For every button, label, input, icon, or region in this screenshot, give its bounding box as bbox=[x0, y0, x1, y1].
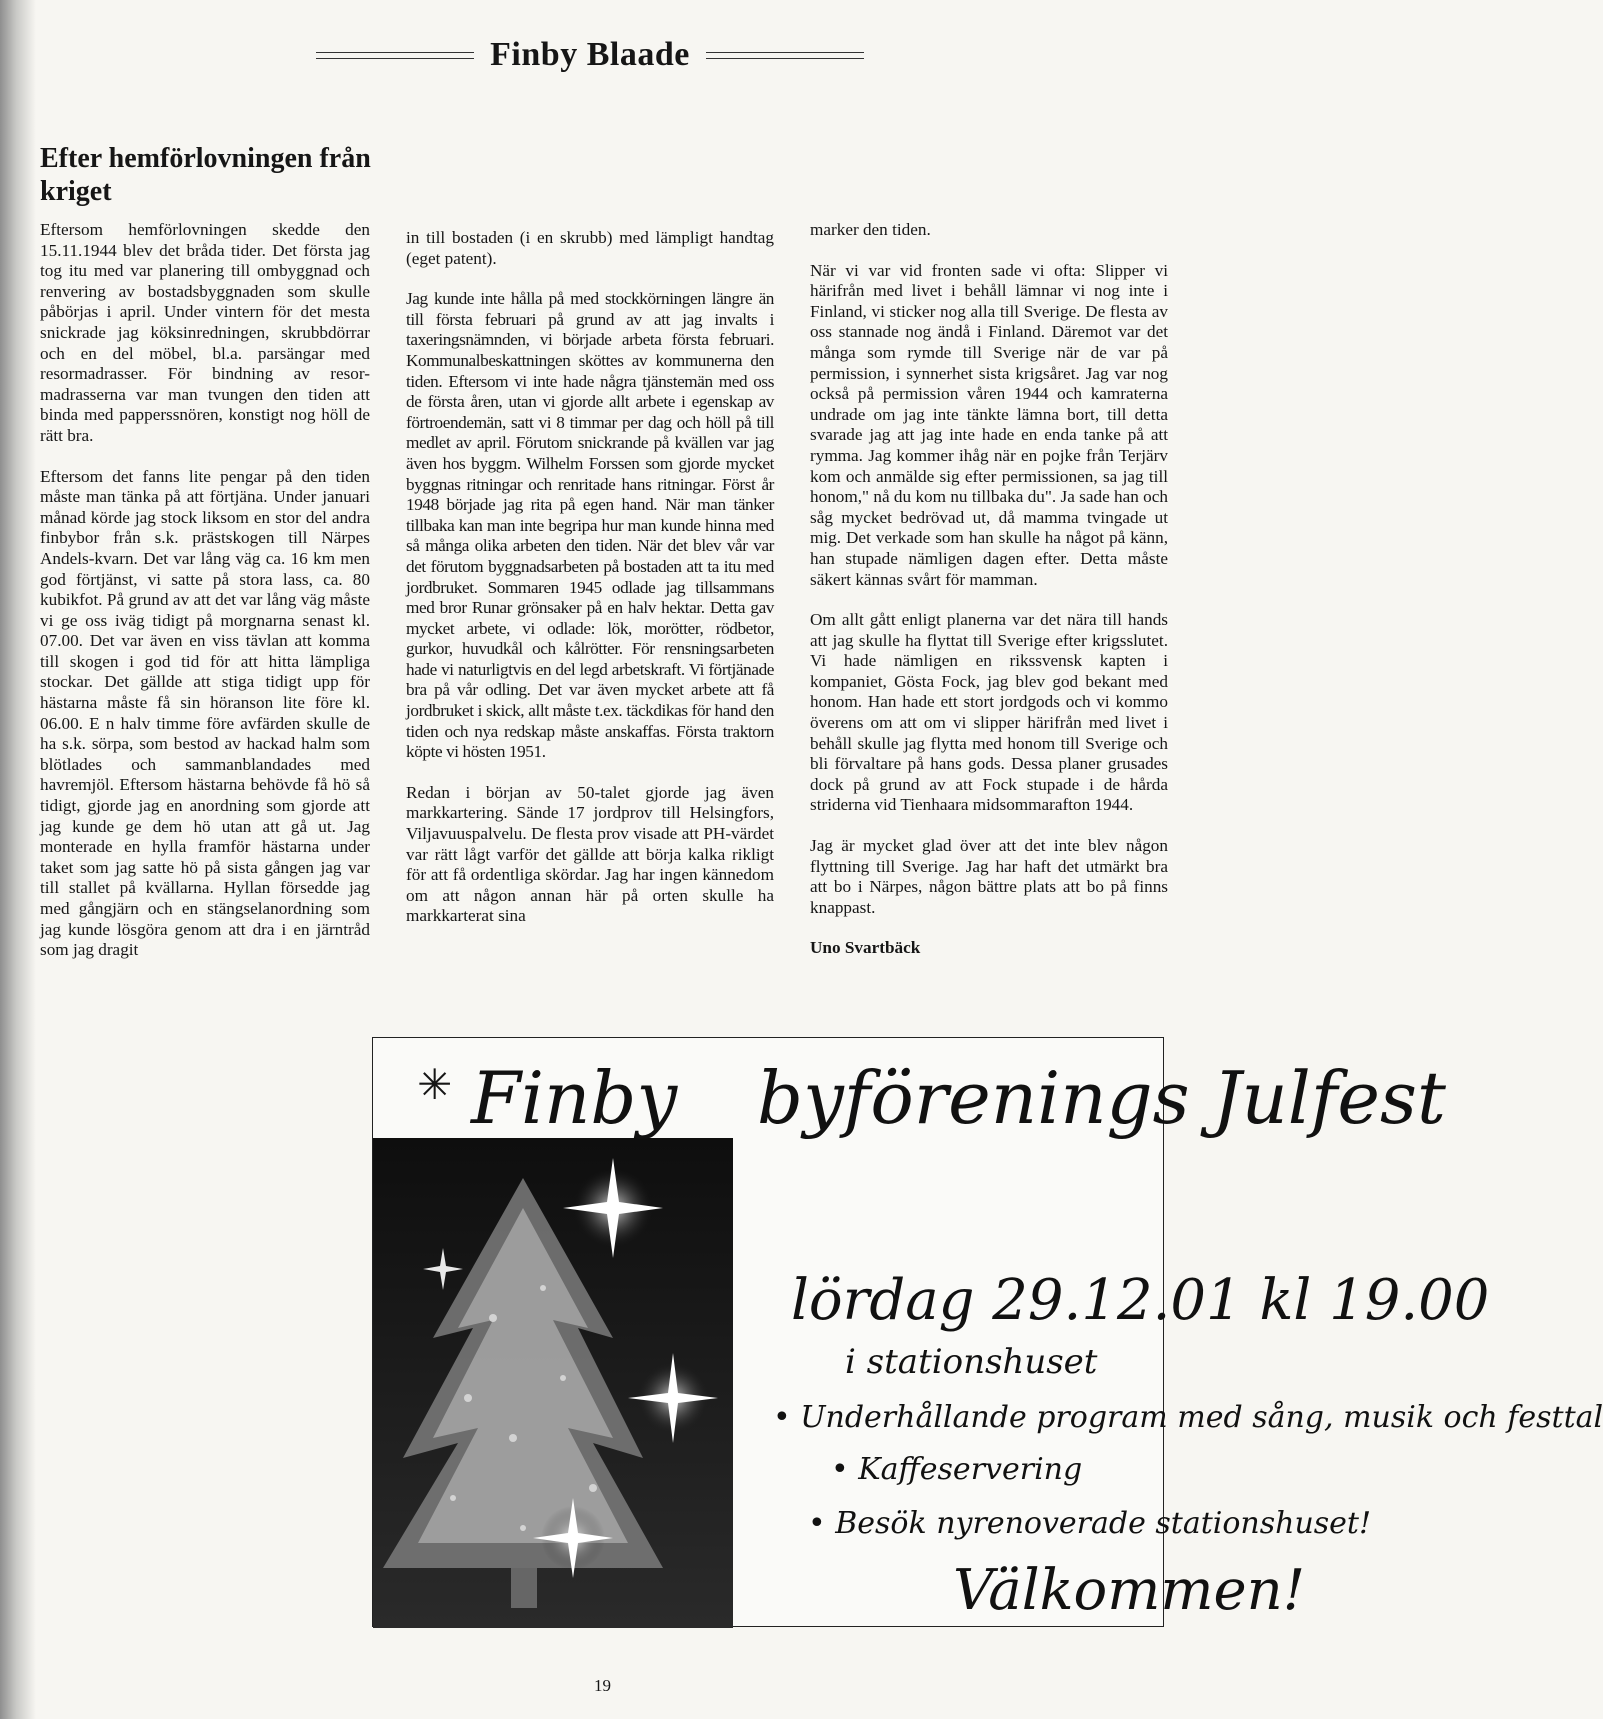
article-paragraph: Eftersom hemförlovningen skedde den 15.11.1944 blev det bråda tider. Det första jag tog itu med var planering till ombyggnad och renvering av bostadsbyggnaden som skulle påbörjas i april. Under vintern för det mesta snickrade jag köksinredningen, skrubbdörrar och en del möbel, bl.a. parsängar med resormadrasser. För bindning av resor-madrasserna var man tvungen den tiden att binda med papperssnören, konstigt nog höll de rätt bra. bbox=[40, 220, 370, 445]
event-program-bullet: • Underhållande program med sång, musik och festtal bbox=[773, 1400, 1603, 1435]
welcome-text: Välkommen! bbox=[953, 1558, 1306, 1623]
article-paragraph: Jag är mycket glad över att det inte blev någon flyttning till Sverige. Jag har haft det utmärkt bra att bo i Närpes, någon bättre plats att bo på finns knappast. bbox=[810, 836, 1168, 917]
article-paragraph: Jag kunde inte hålla på med stockkörningen längre än till första februari på grund av att jag invalts i taxeringsnämnden, vi började arbeta första februari. Kommunalbeskattningen sköttes av kommunerna den tiden. Eftersom vi inte hade några tjänstemän med oss de första åren, utan vi gjorde allt arbete i egenskap av förtroendemän, satt vi 8 timmar per dag och höll på till medlet av april. Förutom snickrande på kvällen var jag även hos byggm. Wilhelm Forssen som gjorde mycket byggnas ritningar och renritade hans ritningar. Först år 1948 började jag rita på egen hand. När man tänker tillbaka kan man inte begripa hur man kunde hinna med så många olika arbeten den tiden. När det blev vår var det förutom byggnadsarbeten på bostaden att ta itu med jordbruket. Sommaren 1945 odlade jag tillsammans med bror Runar grönsaker på en halv hektar. Detta gav mycket arbete, vi odlade: lök, morötter, rödbetor, gurkor, huvudkål och kålrötter. För rensningsarbeten hade vi naturligtvis en del legd arbetskraft. Vi förtjänade bra på vår odling. Det var även mycket arbete att få jordbruket i skick, allt måste t.ex. täckdikas för hand den tiden och nya redskap måste anskaffas. Första traktorn köpte vi hösten 1951. bbox=[406, 289, 774, 762]
ad-title-julfest: byförenings Julfest bbox=[757, 1056, 1446, 1140]
page-binding-shadow bbox=[0, 0, 36, 1719]
article-column-1 bbox=[40, 220, 370, 981]
newsletter-title: Finby Blaade bbox=[490, 36, 690, 73]
event-date-time: lördag 29.12.01 kl 19.00 bbox=[791, 1268, 1490, 1333]
ad-title-finby: Finby bbox=[471, 1056, 678, 1140]
event-location: i stationshuset bbox=[845, 1342, 1098, 1382]
event-visit-bullet: • Besök nyrenoverade stationshuset! bbox=[808, 1506, 1372, 1541]
article-column-2 bbox=[406, 228, 774, 947]
asterisk-star-icon: ✳ bbox=[417, 1060, 453, 1109]
article-paragraph: Om allt gått enligt planerna var det nära till hands att jag skulle ha flyttat till Sverige efter krigsslutet. Vi hade nämligen en rikssvensk kapten i kompaniet, Gösta Fock, jag blev god bekant med honom. Han hade ett stort jordgods och vi kommo överens om att om vi slipper härifrån med livet i behåll skulle jag flytta med honom till Sverige och bli förvaltare på hans gods. Dessa planer grusades dock på grund av att Fock stupade i de hårda striderna vid Tienhaara midsommarafton 1944. bbox=[810, 610, 1168, 815]
article-paragraph: Eftersom det fanns lite pengar på den tiden måste man tänka på att förtjäna. Under januari månad körde jag stock liksom en stor del andra finbybor från s.k. prästskogen till Närpes Andels-kvarn. Det var lång väg ca. 16 km men god förtjänst, vi satte på stora lass, ca. 80 kubikfot. På grund av att det var lång väg måste vi ge oss iväg tidigt på morgnarna senast kl. 07.00. Det var även en viss tävlan att komma till skogen i god tid för att hitta lämpliga stockar. Det gällde att stiga tidigt upp för hästarna måste få sin höranson lite före kl. 06.00. E n halv timme före avfärden skulle de ha s.k. sörpa, som bestod av hackad halm som blötlades och sammanblandades med havremjöl. Eftersom hästarna behövde få hö så tidigt, gjorde jag en anordning som gjorde att jag kunde ge dem hö utan att gå ut. Jag monterade en hylla framför hästarna under taket som jag satte hö på sista gången jag var till stallet på kvällarna. Hyllan försedde jag med gångjärn och en stängselanordning som jag kunde lösgöra genom att dra i en järntråd som jag dragit bbox=[40, 466, 370, 960]
page-number: 19 bbox=[594, 1676, 611, 1695]
article-column-3 bbox=[810, 220, 1168, 959]
article-paragraph: När vi var vid fronten sade vi ofta: Slipper vi härifrån med livet i behåll lämnar vi nog inte i Finland, vi sticker nog alla till Sverige. De flesta av oss stannade nog ändå i Finland. Däremot var det många som rymde till Sverige när de var på permission, i synnerhet sista krigsåret. Jag var nog också på permission våren 1944 och kamraterna undrade om jag inte tänkte lämna bort, till detta svarade jag att jag inte hade en enda tanke på att rymma. Jag kommer ihåg när en pojke från Terjärv kom och anmälde sig efter permissionen, sa jag till honom," nå du kom nu tillbaka du". Ja sade han och såg mycket bedrövad ut, då mamma tvingade ut mig. Det verkade som han skulle ha något på känn, han stupade nämligen dagen efter. Detta måste säkert kännas svårt för mamman. bbox=[810, 260, 1168, 589]
article-paragraph: in till bostaden (i en skrubb) med lämpligt handtag (eget patent). bbox=[406, 228, 774, 268]
masthead-rule-left bbox=[316, 52, 474, 59]
julfest-advertisement bbox=[372, 1037, 1603, 1627]
event-coffee-bullet: • Kaffeservering bbox=[831, 1452, 1083, 1487]
author-signature: Uno Svartbäck bbox=[810, 938, 921, 958]
article-title: Efter hemförlovningen från kriget bbox=[40, 143, 371, 207]
article-paragraph: marker den tiden. bbox=[810, 220, 931, 239]
article-paragraph: Redan i början av 50-talet gjorde jag även markkartering. Sände 17 jordprov till Helsingfors, Viljavuuspalvelu. De flesta prov visade att PH-värdet var rätt lågt varför det gällde att börja kalka rikligt för att få ordentliga skördar. Jag har ingen kännedom om att någon annan här på orten skulle ha markkarterat sina bbox=[406, 782, 774, 926]
masthead bbox=[300, 30, 880, 80]
masthead-rule-right bbox=[706, 52, 864, 59]
christmas-tree-illustration bbox=[373, 1138, 733, 1628]
